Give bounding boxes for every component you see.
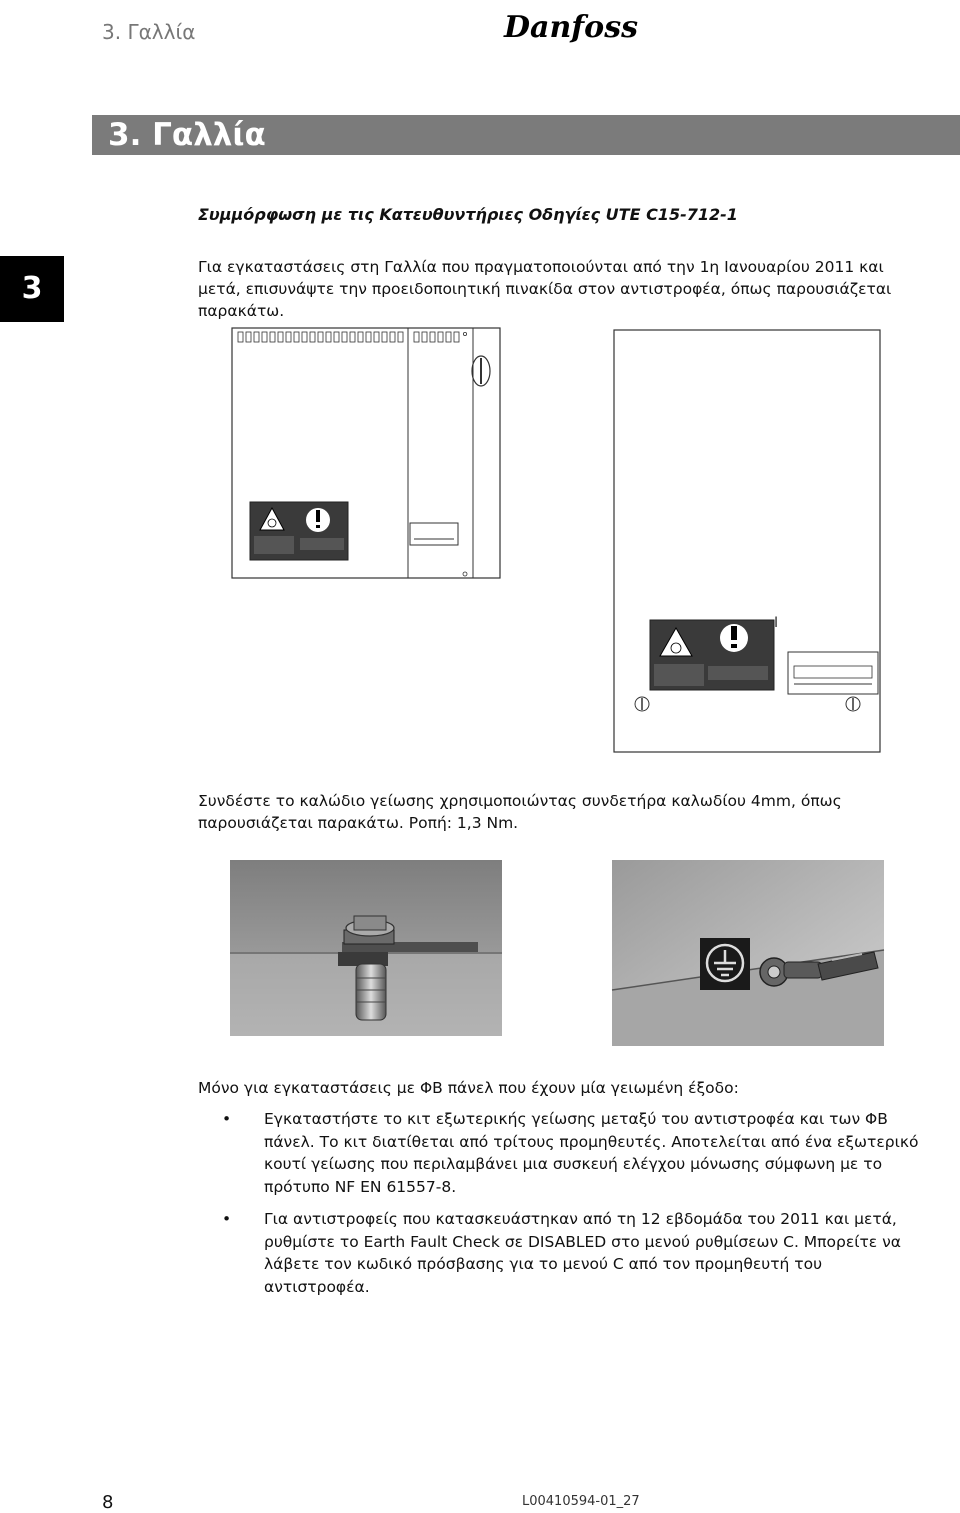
- intro-paragraph: Για εγκαταστάσεις στη Γαλλία που πραγματοποιούνται από την 1η Ιανουαρίου 2011 και μετά, επισυνάψτε την προειδοποιητική πινακίδα στον αντιστροφέα, όπως παρουσιάζεται παρακάτω.: [198, 258, 892, 320]
- list-item: [222, 1208, 926, 1296]
- section-title-bar: 3. Γαλλία: [92, 115, 960, 155]
- inverter-closed-drawing: [614, 330, 880, 752]
- inverter-open-drawing: [232, 328, 500, 578]
- bullet-dot: •: [222, 1110, 232, 1128]
- list-item-text: Για αντιστροφείς που κατασκευάστηκαν από τη 12 εβδομάδα του 2011 και μετά, ρυθμίστε το Earth Fault Check σε DISABLED στο μενού ρυθμίσεων C. Μπορείτε να λάβετε τον κωδικό πρόσβασης για το μενού C από τον προμηθευτή του αντιστροφέα.: [264, 1210, 901, 1296]
- brand-text: Danfoss: [504, 10, 638, 45]
- inverter-label-figure: [228, 326, 888, 756]
- ground-terminal-photo: [612, 860, 884, 1046]
- switch-mark: I: [774, 615, 779, 631]
- warning-label-small: [250, 502, 348, 560]
- list-item-text: Εγκαταστήστε το κιτ εξωτερικής γείωσης μεταξύ του αντιστροφέα και των ΦΒ πάνελ. Το κιτ διατίθεται από τρίτους προμηθευτές. Αποτελείται από ένα εξωτερικό κουτί γείωσης που περιλαμβάνει μια συσκευή ελέγχου μόνωσης σύμφωνη με το πρότυπο NF EN 61557-8.: [264, 1110, 919, 1196]
- chapter-tab: 3: [0, 256, 64, 322]
- warning-label-large: [650, 620, 774, 690]
- pv-panel-paragraph: Μόνο για εγκαταστάσεις με ΦΒ πάνελ που έχουν μία γειωμένη έξοδο:: [198, 1079, 739, 1097]
- page-number: 8: [102, 1492, 114, 1513]
- danfoss-logo: [504, 4, 638, 48]
- bullet-dot: •: [222, 1210, 232, 1228]
- subtitle: Συμμόρφωση με τις Κατευθυντήριες Οδηγίες UTE C15-712-1: [198, 205, 738, 224]
- cable-connector-photo: [230, 860, 502, 1036]
- running-header: 3. Γαλλία: [102, 20, 196, 44]
- document-id: L00410594-01_27: [522, 1494, 640, 1509]
- grounding-paragraph: Συνδέστε το καλώδιο γείωσης χρησιμοποιώντας συνδετήρα καλωδίου 4mm, όπως παρουσιάζεται παρακάτω. Ροπή: 1,3 Nm.: [198, 792, 842, 832]
- list-item: [222, 1108, 926, 1200]
